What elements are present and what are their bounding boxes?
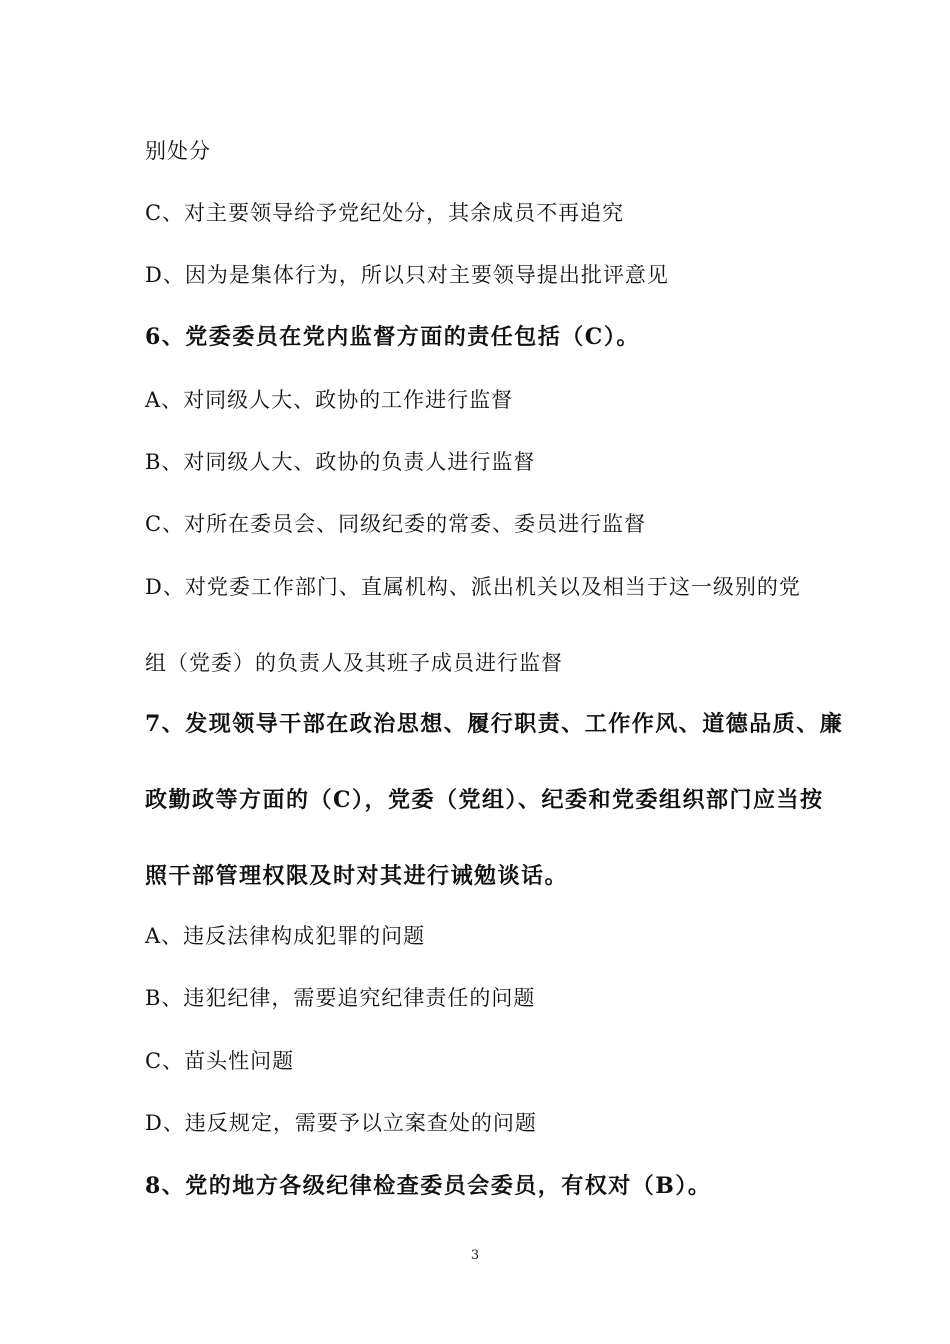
question-7-line-2: 政勤政等方面的（C），党委（党组）、纪委和党委组织部门应当按 — [145, 787, 824, 813]
option-c: C、苗头性问题 — [145, 1049, 295, 1073]
option-d: D、因为是集体行为，所以只对主要领导提出批评意见 — [145, 263, 669, 287]
option-b: B、违犯纪律，需要追究纪律责任的问题 — [145, 986, 536, 1010]
question-8: 8、党的地方各级纪律检查委员会委员，有权对（B）。 — [145, 1173, 712, 1199]
question-7-line-3: 照干部管理权限及时对其进行诫勉谈话。 — [145, 863, 569, 889]
option-b: B、对同级人大、政协的负责人进行监督 — [145, 450, 536, 474]
option-c: C、对主要领导给予党纪处分，其余成员不再追究 — [145, 201, 625, 225]
option-a: A、违反法律构成犯罪的问题 — [145, 924, 426, 948]
page-number: 3 — [470, 1248, 480, 1263]
question-6: 6、党委委员在党内监督方面的责任包括（C）。 — [145, 324, 640, 350]
option-d: D、对党委工作部门、直属机构、派出机关以及相当于这一级别的党 — [145, 575, 801, 599]
text-line: 别处分 — [145, 139, 211, 163]
option-d-continued: 组（党委）的负责人及其班子成员进行监督 — [145, 651, 563, 675]
option-d: D、违反规定，需要予以立案查处的问题 — [145, 1111, 537, 1135]
option-c: C、对所在委员会、同级纪委的常委、委员进行监督 — [145, 512, 647, 536]
question-7: 7、发现领导干部在政治思想、履行职责、工作作风、道德品质、廉 — [145, 711, 844, 737]
option-a: A、对同级人大、政协的工作进行监督 — [145, 388, 514, 412]
